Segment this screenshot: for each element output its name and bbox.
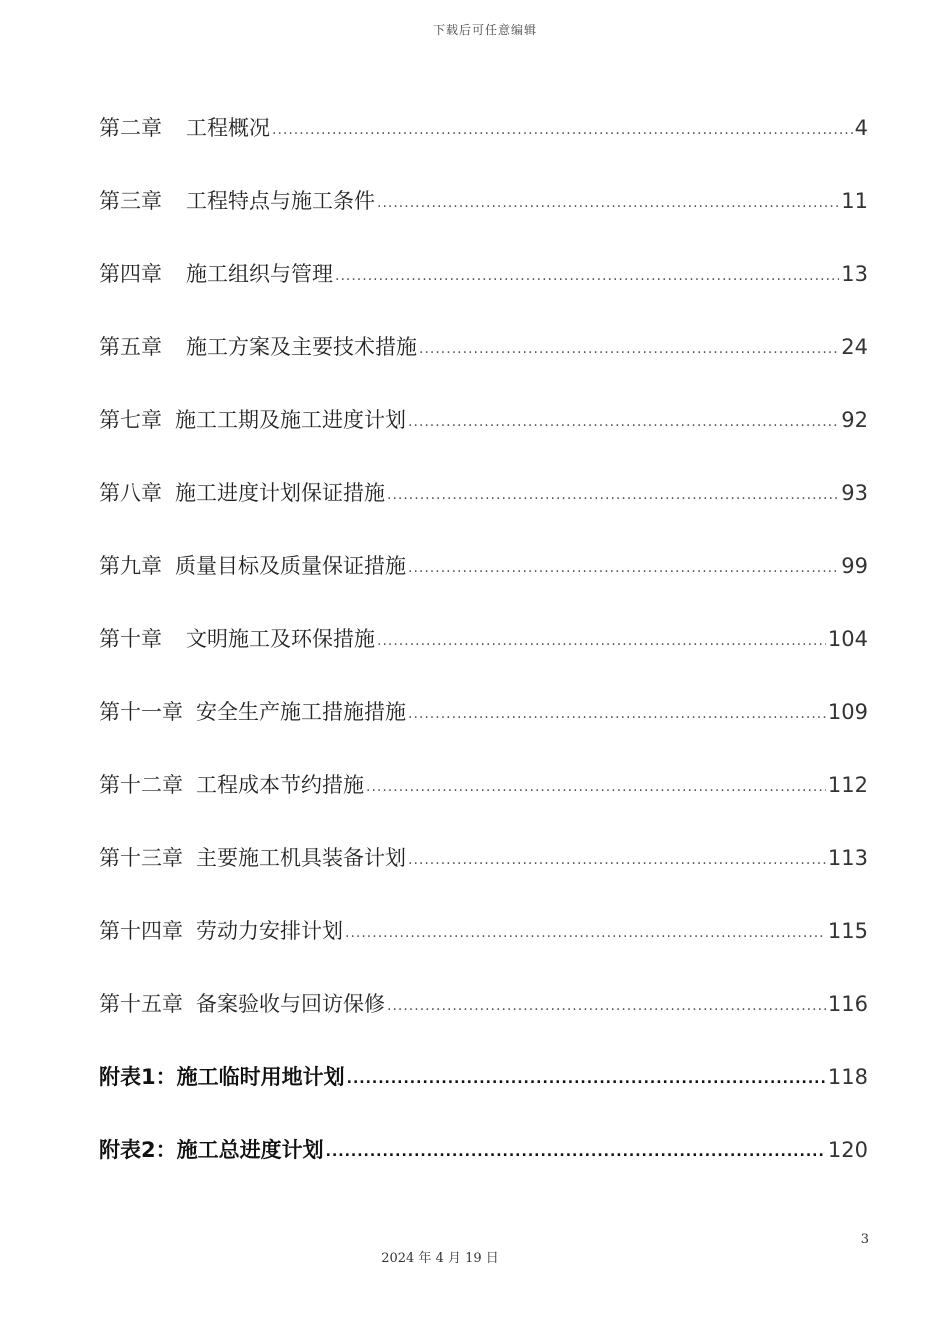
toc-chapter-title: 文明施工及环保措施 <box>186 627 375 651</box>
toc-page-number: 118 <box>827 1065 868 1089</box>
toc-dot-leader <box>408 840 826 880</box>
toc-chapter-number: 第十四章 <box>99 919 183 943</box>
toc-chapter-title: 施工组织与管理 <box>186 262 333 286</box>
toc-page-number: 92 <box>841 408 868 432</box>
toc-page-number: 116 <box>827 992 868 1016</box>
toc-entry-ch11[interactable] <box>99 692 868 765</box>
toc-appendix-number: 附表2： <box>99 1138 177 1162</box>
header-note: 下载后可任意编辑 <box>432 23 537 37</box>
toc-entry-ch14[interactable] <box>99 911 868 984</box>
toc-page-number: 112 <box>827 773 868 797</box>
toc-appendix-number: 附表1： <box>99 1065 177 1089</box>
toc-page-number: 11 <box>841 189 868 213</box>
page-number: 3 <box>860 1232 869 1247</box>
toc-chapter-number: 第十二章 <box>99 773 183 797</box>
toc-chapter-title: 备案验收与回访保修 <box>196 992 385 1016</box>
toc-entry-ch3[interactable] <box>99 181 868 254</box>
toc-chapter-title: 劳动力安排计划 <box>196 919 343 943</box>
toc-chapter-title: 安全生产施工措施措施 <box>196 700 406 724</box>
toc-entry-ch9[interactable] <box>99 546 868 619</box>
toc-chapter-number: 第十章 <box>99 627 162 651</box>
toc-chapter-title: 工程特点与施工条件 <box>186 189 375 213</box>
toc-dot-leader <box>272 110 853 150</box>
toc-dot-leader <box>345 913 826 953</box>
toc-chapter-number: 第五章 <box>99 335 162 359</box>
table-of-contents <box>99 108 868 1203</box>
toc-dot-leader <box>387 986 826 1026</box>
toc-chapter-number: 第八章 <box>99 481 162 505</box>
toc-chapter-number: 第十三章 <box>99 846 183 870</box>
toc-entry-ch13[interactable] <box>99 838 868 911</box>
toc-chapter-title: 工程概况 <box>186 116 270 140</box>
toc-dot-leader <box>408 694 826 734</box>
toc-chapter-title: 质量目标及质量保证措施 <box>175 554 406 578</box>
toc-chapter-number: 第七章 <box>99 408 162 432</box>
toc-dot-leader <box>408 548 839 588</box>
footer-date: 2024 年 4 月 19 日 <box>381 1251 499 1266</box>
toc-chapter-title: 施工工期及施工进度计划 <box>175 408 406 432</box>
toc-entry-ch2[interactable] <box>99 108 868 181</box>
toc-appendix-title: 施工总进度计划 <box>176 1138 324 1162</box>
toc-page-number: 4 <box>854 116 868 140</box>
toc-dot-leader <box>326 1132 826 1172</box>
toc-chapter-title: 主要施工机具装备计划 <box>196 846 406 870</box>
toc-dot-leader <box>366 767 826 807</box>
toc-dot-leader <box>387 475 839 515</box>
toc-entry-appendix-1[interactable] <box>99 1057 868 1130</box>
toc-entry-ch7[interactable] <box>99 400 868 473</box>
toc-chapter-number: 第四章 <box>99 262 162 286</box>
toc-dot-leader <box>377 621 826 661</box>
toc-page-number: 99 <box>841 554 868 578</box>
toc-chapter-title: 工程成本节约措施 <box>196 773 364 797</box>
toc-page-number: 13 <box>841 262 868 286</box>
toc-chapter-number: 第二章 <box>99 116 162 140</box>
toc-page-number: 93 <box>841 481 868 505</box>
toc-page-number: 120 <box>827 1138 868 1162</box>
toc-entry-ch15[interactable] <box>99 984 868 1057</box>
toc-entry-ch5[interactable] <box>99 327 868 400</box>
toc-page-number: 113 <box>827 846 868 870</box>
toc-page-number: 115 <box>827 919 868 943</box>
toc-appendix-title: 施工临时用地计划 <box>176 1065 345 1089</box>
toc-chapter-number: 第三章 <box>99 189 162 213</box>
toc-dot-leader <box>419 329 839 369</box>
toc-dot-leader <box>377 183 839 223</box>
toc-page-number: 24 <box>841 335 868 359</box>
toc-dot-leader <box>335 256 839 296</box>
toc-chapter-title: 施工进度计划保证措施 <box>175 481 385 505</box>
toc-page-number: 104 <box>827 627 868 651</box>
toc-dot-leader <box>408 402 839 442</box>
toc-chapter-number: 第九章 <box>99 554 162 578</box>
toc-page-number: 109 <box>827 700 868 724</box>
toc-dot-leader <box>347 1059 826 1099</box>
toc-entry-ch4[interactable] <box>99 254 868 327</box>
toc-entry-ch8[interactable] <box>99 473 868 546</box>
toc-entry-ch12[interactable] <box>99 765 868 838</box>
toc-entry-appendix-2[interactable] <box>99 1130 868 1203</box>
toc-chapter-title: 施工方案及主要技术措施 <box>186 335 417 359</box>
toc-entry-ch10[interactable] <box>99 619 868 692</box>
toc-chapter-number: 第十一章 <box>99 700 183 724</box>
toc-chapter-number: 第十五章 <box>99 992 183 1016</box>
